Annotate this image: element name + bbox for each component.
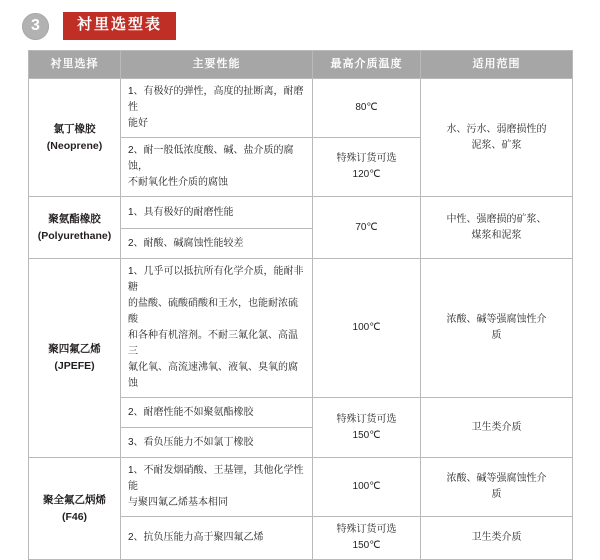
table-row: [29, 197, 573, 229]
temperature-line: 特殊订货可选: [336, 524, 397, 535]
cell-performance: [121, 398, 313, 428]
cell-range: [421, 197, 573, 259]
spec-table-container: [0, 40, 600, 560]
range-line: 卫生类介质: [471, 532, 522, 543]
range-line: 煤浆和泥浆: [471, 229, 522, 241]
cell-range: [421, 79, 573, 197]
cell-range: [421, 398, 573, 458]
performance-line: 2、耐酸、碱腐蚀性能较差: [128, 237, 244, 249]
lining-name-en: (Polyurethane): [37, 229, 112, 242]
cell-lining-f46: [29, 458, 121, 560]
performance-line: 1、几乎可以抵抗所有化学介质，能耐非糖: [128, 266, 304, 293]
range-line: 卫生类介质: [471, 421, 522, 433]
table-header-row: [29, 51, 573, 79]
lining-name-cn: 聚四氟乙烯: [48, 343, 101, 356]
performance-line: 3、看负压能力不如氯丁橡胶: [128, 436, 254, 448]
temperature-line: 70℃: [355, 221, 378, 233]
cell-performance: [121, 138, 313, 197]
cell-performance: [121, 458, 313, 517]
cell-temperature: [313, 458, 421, 517]
temperature-line: 150℃: [352, 540, 381, 551]
performance-line: 氟化氧、高流速沸氧、液氧、臭氧的腐蚀: [128, 362, 298, 389]
cell-range: [421, 458, 573, 517]
table-head: [29, 51, 573, 79]
cell-performance: [121, 428, 313, 458]
lining-name-en: (Neoprene): [46, 139, 103, 152]
temperature-line: 特殊订货可选: [336, 413, 397, 425]
temperature-line: 特殊订货可选: [336, 153, 397, 164]
range-line: 中性、强磨损的矿浆、: [446, 213, 547, 225]
column-header-temperature: 最高介质温度: [313, 51, 421, 79]
lining-name-cn: 聚氨酯橡胶: [48, 212, 101, 225]
lining-selection-table: [28, 50, 573, 560]
performance-line: 与聚四氟乙烯基本相同: [128, 497, 228, 508]
table-row: [29, 79, 573, 138]
performance-line: 2、耐一般低浓度酸、碱、盐介质的腐蚀，: [128, 145, 294, 172]
cell-lining-polyurethane: [29, 197, 121, 259]
range-line: 质: [491, 489, 502, 500]
temperature-line: 150℃: [352, 429, 381, 441]
column-header-performance: 主要性能: [121, 51, 313, 79]
performance-line: 的盐酸、硫酸硝酸和王水，也能耐浓硫酸: [128, 298, 298, 325]
page-title: 衬里选型表: [63, 12, 176, 40]
cell-performance: [121, 229, 313, 259]
cell-performance: [121, 79, 313, 138]
temperature-line: 100℃: [352, 481, 381, 492]
table-row: [29, 259, 573, 398]
performance-line: 能好: [128, 118, 148, 129]
table-body: [29, 79, 573, 560]
range-line: 泥浆、矿浆: [471, 139, 522, 151]
cell-temperature: [313, 79, 421, 138]
performance-line: 1、有极好的弹性，高度的扯断离，耐磨性: [128, 86, 304, 113]
range-line: 水、污水、弱磨损性的: [446, 123, 547, 135]
cell-temperature: [313, 259, 421, 398]
column-header-range: 适用范围: [421, 51, 573, 79]
performance-line: 和各种有机溶剂。不耐三氟化氯、高温三: [128, 330, 298, 357]
cell-performance: [121, 517, 313, 560]
cell-temperature: [313, 138, 421, 197]
range-line: 浓酸、碱等强腐蚀性介: [446, 473, 547, 484]
page-header: [0, 0, 600, 40]
temperature-line: 100℃: [352, 322, 381, 333]
cell-performance: [121, 259, 313, 398]
performance-line: 2、抗负压能力高于聚四氟乙烯: [128, 532, 264, 543]
column-header-lining: 衬里选择: [29, 51, 121, 79]
lining-name-cn: 聚全氟乙炳烯: [43, 493, 106, 506]
section-number-badge: 3: [22, 13, 49, 40]
performance-line: 1、具有极好的耐磨性能: [128, 206, 234, 218]
table-row: [29, 458, 573, 517]
cell-temperature: [313, 517, 421, 560]
range-line: 浓酸、碱等强腐蚀性介: [446, 314, 547, 325]
lining-name-cn: 氯丁橡胶: [53, 122, 96, 135]
cell-temperature: [313, 197, 421, 259]
temperature-line: 120℃: [352, 169, 381, 180]
lining-name-en: (JPEFE): [54, 360, 95, 372]
cell-performance: [121, 197, 313, 229]
lining-name-en: (F46): [61, 510, 88, 523]
cell-range: [421, 517, 573, 560]
cell-range: [421, 259, 573, 398]
performance-line: 1、不耐发烟硝酸、王基锂，其他化学性能: [128, 465, 304, 492]
cell-lining-neoprene: [29, 79, 121, 197]
performance-line: 不耐氧化性介质的腐蚀: [128, 177, 228, 188]
cell-temperature: [313, 398, 421, 458]
cell-lining-ptfe: [29, 259, 121, 458]
temperature-line: 80℃: [355, 102, 378, 113]
performance-line: 2、耐磨性能不如聚氨酯橡胶: [128, 406, 254, 418]
range-line: 质: [491, 330, 502, 341]
